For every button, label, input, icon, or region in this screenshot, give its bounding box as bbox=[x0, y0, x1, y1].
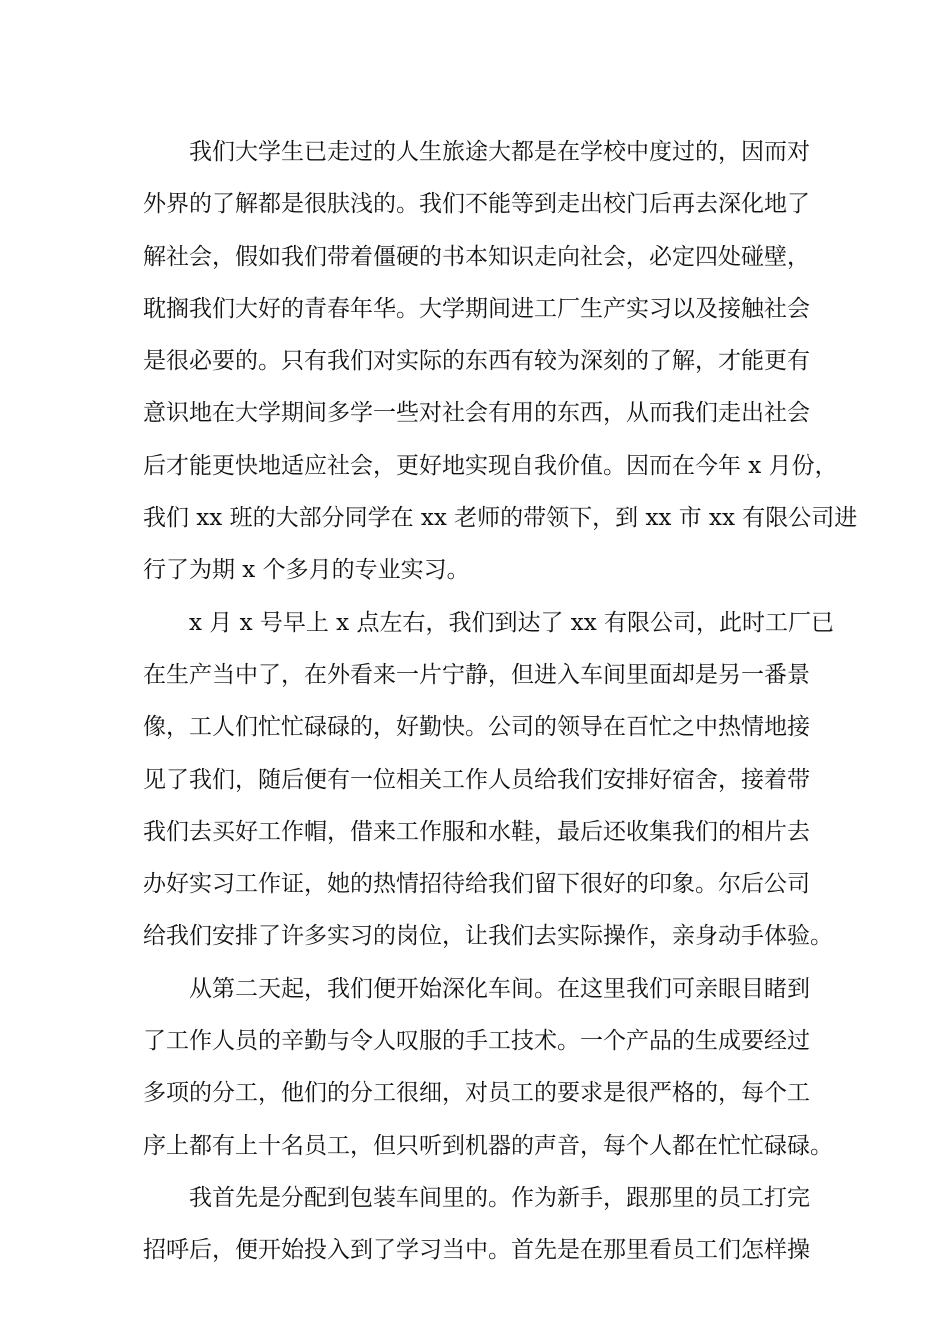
text-line: 我首先是分配到包装车间里的。作为新手，跟那里的员工打完 bbox=[189, 1184, 810, 1211]
text-line: 序上都有上十名员工，但只听到机器的声音，每个人都在忙忙碌碌。 bbox=[143, 1132, 833, 1159]
text-line: 后才能更快地适应社会，更好地实现自我价值。因而在今年 x 月份， bbox=[143, 452, 838, 479]
text-line: 行了为期 x 个多月的专业实习。 bbox=[143, 557, 470, 584]
text-line: 我们去买好工作帽，借来工作服和水鞋，最后还收集我们的相片去 bbox=[143, 818, 810, 845]
text-line: 解社会，假如我们带着僵硬的书本知识走向社会，必定四处碰壁， bbox=[143, 243, 810, 270]
text-line: 我们大学生已走过的人生旅途大都是在学校中度过的，因而对 bbox=[189, 139, 810, 165]
text-line: 见了我们，随后便有一位相关工作人员给我们安排好宿舍，接着带 bbox=[143, 766, 810, 793]
paragraph-4 bbox=[143, 1178, 823, 1270]
text-line: 在生产当中了，在外看来一片宁静，但进入车间里面却是另一番景 bbox=[143, 661, 810, 688]
text-line: 了工作人员的辛勤与令人叹服的手工技术。一个产品的生成要经过 bbox=[143, 1028, 810, 1055]
text-line: 耽搁我们大好的青春年华。大学期间进工厂生产实习以及接触社会 bbox=[143, 295, 810, 322]
text-line: x 月 x 号早上 x 点左右，我们到达了 xx 有限公司，此时工厂已 bbox=[189, 609, 835, 636]
text-line: 招呼后，便开始投入到了学习当中。首先是在那里看员工们怎样操 bbox=[143, 1237, 810, 1264]
text-line: 意识地在大学期间多学一些对社会有用的东西，从而我们走出社会 bbox=[143, 400, 810, 427]
text-line: 是很必要的。只有我们对实际的东西有较为深刻的了解，才能更有 bbox=[143, 348, 810, 375]
text-line: 我们 xx 班的大部分同学在 xx 老师的带领下，到 xx 市 xx 有限公司进 bbox=[143, 505, 858, 532]
paragraph-1 bbox=[143, 132, 858, 590]
text-line: 从第二天起，我们便开始深化车间。在这里我们可亲眼目睹到 bbox=[189, 975, 810, 1002]
text-line: 多项的分工，他们的分工很细，对员工的要求是很严格的，每个工 bbox=[143, 1080, 810, 1107]
text-line: 给我们安排了许多实习的岗位，让我们去实际操作，亲身动手体验。 bbox=[143, 923, 833, 950]
text-line: 像，工人们忙忙碌碌的，好勤快。公司的领导在百忙之中热情地接 bbox=[143, 714, 810, 741]
paragraph-3 bbox=[143, 969, 833, 1166]
text-line: 办好实习工作证，她的热情招待给我们留下很好的印象。尔后公司 bbox=[143, 871, 810, 898]
body-text bbox=[143, 132, 858, 1283]
text-line: 外界的了解都是很肤浅的。我们不能等到走出校门后再去深化地了 bbox=[143, 191, 810, 218]
paragraph-2 bbox=[143, 603, 835, 957]
